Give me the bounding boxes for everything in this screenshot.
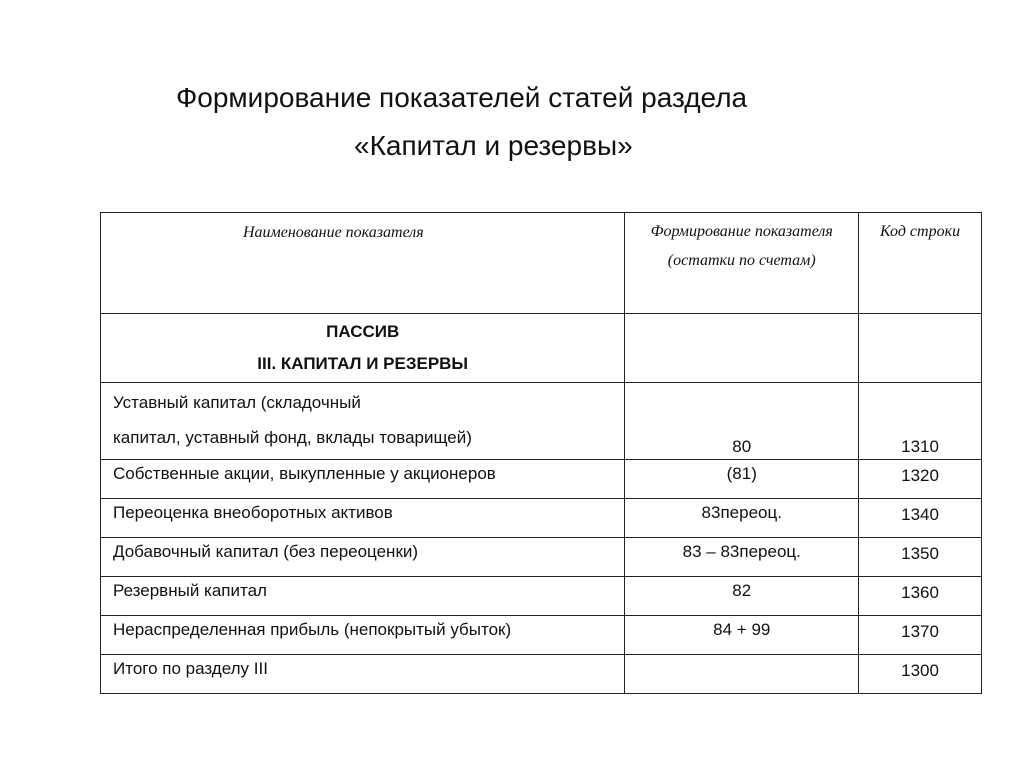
table-row (101, 577, 982, 616)
row-name: Резервный капитал (101, 577, 625, 616)
header-code: Код строки (859, 213, 982, 314)
title-line-1: Формирование показателей статей раздела (176, 82, 748, 113)
row-code: 1350 (859, 538, 982, 577)
header-formation (625, 213, 859, 314)
section-row (101, 314, 982, 383)
header-formation-title: Формирование показателя (650, 223, 833, 240)
row-name: Нераспределенная прибыль (непокрытый убыток) (101, 616, 625, 655)
row-name: Добавочный капитал (без переоценки) (101, 538, 625, 577)
row-formation: 80 (625, 383, 859, 460)
row-formation: 82 (625, 577, 859, 616)
section-title (101, 314, 625, 383)
section-title-line-1: ПАССИВ (326, 322, 400, 341)
row-name: Переоценка внеоборотных активов (101, 499, 625, 538)
row-name-line-2: капитал, уставный фонд, вклады товарищей) (113, 428, 472, 447)
title-line-2: «Капитал и резервы» (354, 130, 633, 161)
section-code-cell (859, 314, 982, 383)
row-code: 1370 (859, 616, 982, 655)
table-row (101, 499, 982, 538)
row-code: 1340 (859, 499, 982, 538)
row-formation (625, 655, 859, 694)
row-formation: (81) (625, 460, 859, 499)
row-code: 1300 (859, 655, 982, 694)
table-row-total (101, 655, 982, 694)
table-row (101, 460, 982, 499)
section-title-line-2: III. КАПИТАЛ И РЕЗЕРВЫ (257, 354, 469, 373)
header-name: Наименование показателя (101, 213, 625, 314)
row-name: Итого по разделу III (101, 655, 625, 694)
row-formation: 83переоц. (625, 499, 859, 538)
row-formation: 84 + 99 (625, 616, 859, 655)
row-name-line-1: Уставный капитал (складочный (113, 393, 361, 412)
row-code: 1320 (859, 460, 982, 499)
header-formation-subtitle: (остатки по счетам) (667, 252, 816, 269)
row-code: 1360 (859, 577, 982, 616)
row-name: Собственные акции, выкупленные у акционеров (101, 460, 625, 499)
row-code: 1310 (859, 383, 982, 460)
table-row (101, 538, 982, 577)
table-row (101, 383, 982, 460)
section-formation-cell (625, 314, 859, 383)
capital-reserves-table (100, 212, 982, 694)
row-formation: 83 – 83переоц. (625, 538, 859, 577)
table-header-row (101, 213, 982, 314)
table-row (101, 616, 982, 655)
row-name (101, 383, 625, 460)
